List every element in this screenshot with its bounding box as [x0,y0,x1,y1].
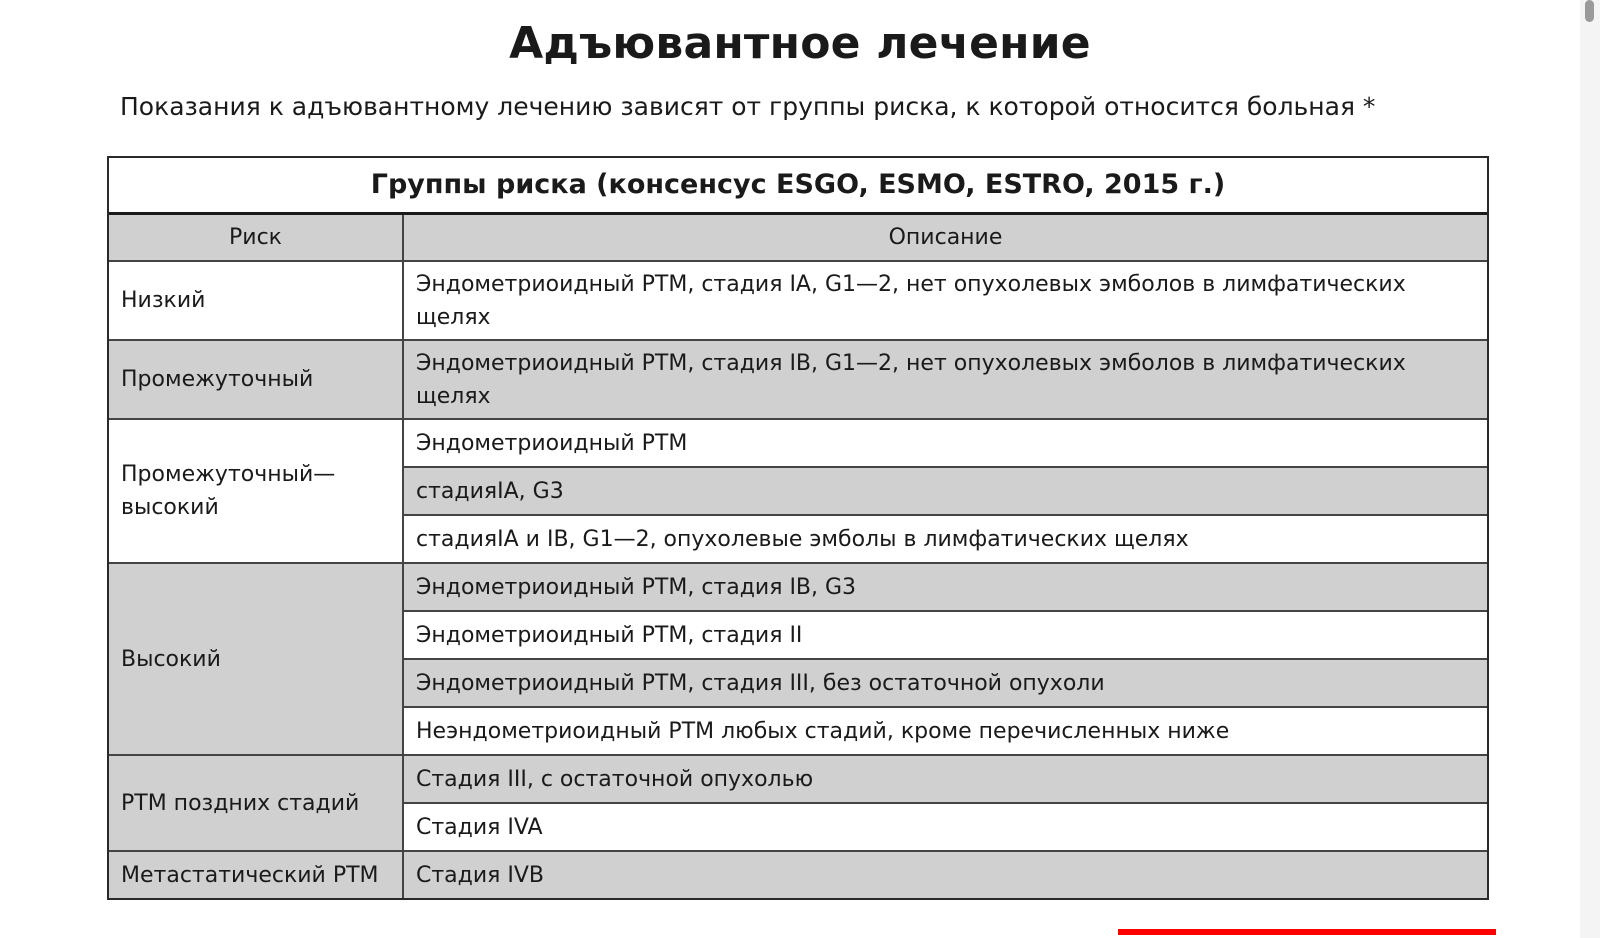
page-title: Адъювантное лечение [509,18,1091,69]
risk-cell-low: Низкий [109,261,403,340]
description-cell: Эндометриоидный РТМ, стадия III, без остаточной опухоли [403,659,1487,707]
description-cell: стадияIA, G3 [403,467,1487,515]
description-cell: Эндометриоидный РТМ [403,419,1487,467]
description-cell: Эндометриоидный РТМ, стадия IB, G3 [403,563,1487,611]
table-row [109,851,1487,898]
description-cell: Эндометриоидный РТМ, стадия IA, G1—2, нет опухолевых эмболов в лимфатических щелях [403,261,1487,340]
risk-cell-metastatic: Метастатический РТМ [109,851,403,898]
description-cell: Стадия IVB [403,851,1487,898]
risk-cell-high: Высокий [109,563,403,755]
table-row [109,563,1487,611]
description-cell: Эндометриоидный РТМ, стадия II [403,611,1487,659]
scrollbar[interactable] [1580,0,1600,938]
header-risk: Риск [109,215,403,261]
table-row [109,755,1487,803]
page-subtitle: Показания к адъювантному лечению зависят от группы риска, к которой относится больная * [120,92,1376,121]
risk-cell-intermediate-high: Промежуточный—высокий [109,419,403,563]
table-row [109,261,1487,340]
table-row [109,419,1487,467]
header-description: Описание [403,215,1487,261]
table-title: Группы риска (консенсус ESGO, ESMO, ESTRO, 2015 г.) [109,158,1487,215]
description-cell: Эндометриоидный РТМ, стадия IB, G1—2, нет опухолевых эмболов в лимфатических щелях [403,340,1487,419]
risk-groups-table [107,156,1489,900]
red-underline [1118,929,1496,935]
description-cell: стадияIA и IB, G1—2, опухолевые эмболы в лимфатических щелях [403,515,1487,563]
risk-cell-intermediate: Промежуточный [109,340,403,419]
description-cell: Стадия III, с остаточной опухолью [403,755,1487,803]
table-header-row [109,215,1487,261]
risk-table [109,215,1487,898]
description-cell: Неэндометриоидный РТМ любых стадий, кроме перечисленных ниже [403,707,1487,755]
scrollbar-thumb[interactable] [1585,0,1594,22]
table-row [109,340,1487,419]
risk-cell-late-stage: РТМ поздних стадий [109,755,403,851]
description-cell: Стадия IVA [403,803,1487,851]
